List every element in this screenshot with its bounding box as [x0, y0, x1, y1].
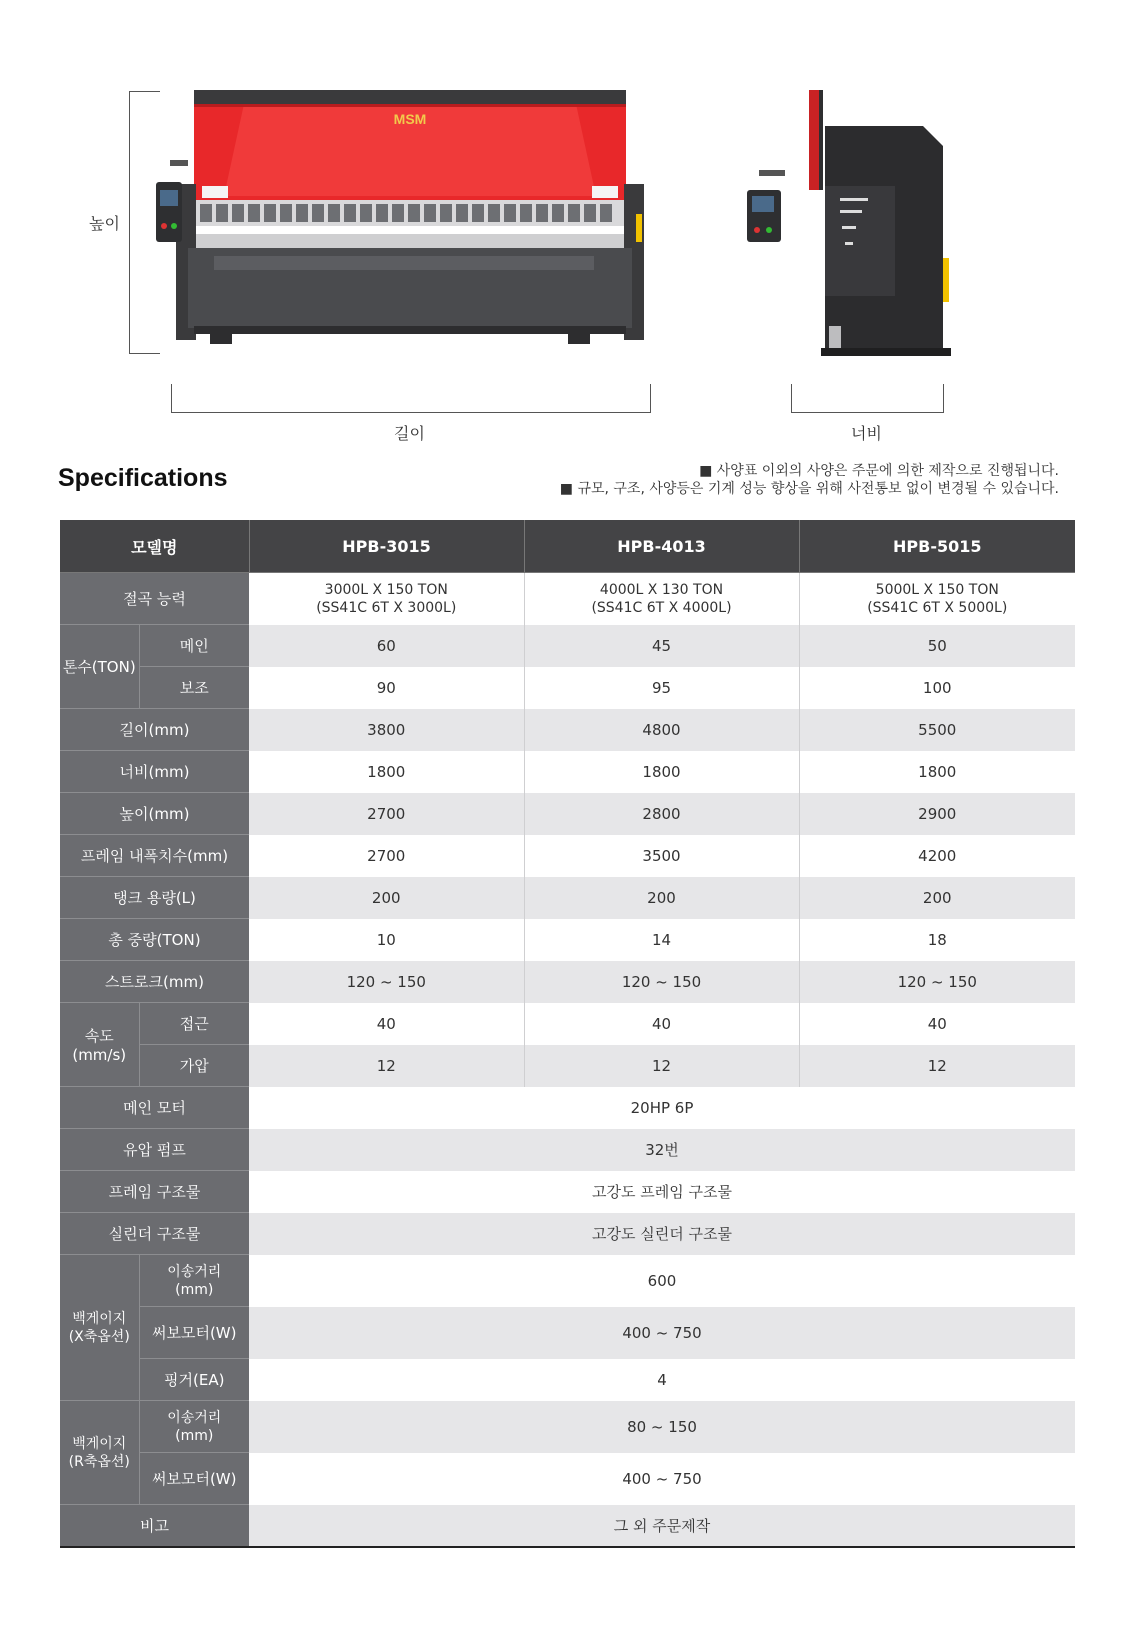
- table-row: [60, 1505, 1075, 1547]
- specifications-table: [60, 520, 1075, 1548]
- table-cell: 2700: [249, 835, 524, 877]
- table-cell: 고강도 프레임 구조물: [249, 1171, 1075, 1213]
- width-label: 너비: [851, 424, 882, 443]
- table-cell: 32번: [249, 1129, 1075, 1171]
- table-cell: 120 ~ 150: [249, 961, 524, 1003]
- table-row: [60, 573, 1075, 625]
- table-cell: 4200: [799, 835, 1075, 877]
- table-cell: 18: [799, 919, 1075, 961]
- row-label: 유압 펌프: [60, 1129, 249, 1171]
- width-bracket: [791, 384, 944, 413]
- table-cell: 60: [249, 625, 524, 667]
- table-cell: 2800: [524, 793, 799, 835]
- table-row: [60, 1401, 1075, 1453]
- specifications-title: Specifications: [58, 464, 228, 492]
- table-row: [60, 1045, 1075, 1087]
- table-row: [60, 877, 1075, 919]
- table-cell: 4: [249, 1359, 1075, 1401]
- row-label: 백게이지 (X축옵션): [60, 1255, 139, 1401]
- table-cell: 14: [524, 919, 799, 961]
- row-label: 절곡 능력: [60, 573, 249, 625]
- sub-label: 가압: [139, 1045, 249, 1087]
- table-cell: 80 ~ 150: [249, 1401, 1075, 1453]
- table-row: [60, 1129, 1075, 1171]
- table-cell: 200: [799, 877, 1075, 919]
- table-cell: 120 ~ 150: [524, 961, 799, 1003]
- table-cell: 5000L X 150 TON (SS41C 6T X 5000L): [799, 573, 1075, 625]
- table-cell: 400 ~ 750: [249, 1307, 1075, 1359]
- table-cell: 200: [249, 877, 524, 919]
- table-cell: 40: [249, 1003, 524, 1045]
- sub-label: 보조: [139, 667, 249, 709]
- table-cell: 10: [249, 919, 524, 961]
- table-cell: 20HP 6P: [249, 1087, 1075, 1129]
- row-label: 총 중량(TON): [60, 919, 249, 961]
- table-cell: 90: [249, 667, 524, 709]
- table-cell: 200: [524, 877, 799, 919]
- sub-label: 메인: [139, 625, 249, 667]
- table-cell: 100: [799, 667, 1075, 709]
- sub-label: 이송거리 (mm): [139, 1401, 249, 1453]
- table-cell: 고강도 실린더 구조물: [249, 1213, 1075, 1255]
- table-row: [60, 1213, 1075, 1255]
- table-cell: 50: [799, 625, 1075, 667]
- table-row: [60, 1307, 1075, 1359]
- table-row: [60, 1171, 1075, 1213]
- table-row: [60, 919, 1075, 961]
- table-row: [60, 667, 1075, 709]
- table-row: [60, 1359, 1075, 1401]
- table-row: [60, 1087, 1075, 1129]
- table-cell: 3800: [249, 709, 524, 751]
- table-row: [60, 793, 1075, 835]
- table-cell: 400 ~ 750: [249, 1453, 1075, 1505]
- press-brake-front-view: [150, 86, 650, 358]
- table-row: [60, 1453, 1075, 1505]
- row-label: 높이(mm): [60, 793, 249, 835]
- table-cell: 12: [799, 1045, 1075, 1087]
- table-cell: 4800: [524, 709, 799, 751]
- table-row: [60, 751, 1075, 793]
- model-header: HPB-3015: [249, 520, 524, 573]
- table-header-row: [60, 520, 1075, 573]
- row-label: 탱크 용량(L): [60, 877, 249, 919]
- table-cell: 12: [524, 1045, 799, 1087]
- sub-label: 써보모터(W): [139, 1307, 249, 1359]
- height-label: 높이: [89, 214, 120, 233]
- row-label: 톤수(TON): [60, 625, 139, 709]
- model-header: HPB-5015: [799, 520, 1075, 573]
- press-brake-side-view: [745, 86, 955, 358]
- row-label: 스트로크(mm): [60, 961, 249, 1003]
- length-bracket: [171, 384, 651, 413]
- row-label: 길이(mm): [60, 709, 249, 751]
- table-row: [60, 625, 1075, 667]
- sub-label: 이송거리 (mm): [139, 1255, 249, 1307]
- spec-note-custom-order: ■ 사양표 이외의 사양은 주문에 의한 제작으로 진행됩니다.: [699, 463, 1059, 479]
- row-label: 백게이지 (R축옵션): [60, 1401, 139, 1505]
- table-cell: 1800: [249, 751, 524, 793]
- row-label: 비고: [60, 1505, 249, 1547]
- brand-logo: MSM: [393, 111, 427, 127]
- table-cell: 그 외 주문제작: [249, 1505, 1075, 1547]
- row-label: 속도 (mm/s): [60, 1003, 139, 1087]
- sub-label: 접근: [139, 1003, 249, 1045]
- table-cell: 5500: [799, 709, 1075, 751]
- model-name-header: 모델명: [60, 520, 249, 573]
- table-cell: 40: [524, 1003, 799, 1045]
- row-label: 프레임 구조물: [60, 1171, 249, 1213]
- table-cell: 4000L X 130 TON (SS41C 6T X 4000L): [524, 573, 799, 625]
- table-cell: 3500: [524, 835, 799, 877]
- table-row: [60, 1255, 1075, 1307]
- table-cell: 40: [799, 1003, 1075, 1045]
- table-cell: 2900: [799, 793, 1075, 835]
- table-cell: 45: [524, 625, 799, 667]
- table-cell: 1800: [524, 751, 799, 793]
- table-cell: 3000L X 150 TON (SS41C 6T X 3000L): [249, 573, 524, 625]
- table-row: [60, 709, 1075, 751]
- table-cell: 1800: [799, 751, 1075, 793]
- row-label: 실린더 구조물: [60, 1213, 249, 1255]
- sub-label: 써보모터(W): [139, 1453, 249, 1505]
- row-label: 너비(mm): [60, 751, 249, 793]
- table-cell: 600: [249, 1255, 1075, 1307]
- table-cell: 2700: [249, 793, 524, 835]
- table-cell: 12: [249, 1045, 524, 1087]
- table-cell: 120 ~ 150: [799, 961, 1075, 1003]
- spec-note-change-notice: ■ 규모, 구조, 사양등은 기계 성능 향상을 위해 사전통보 없이 변경될 수 있습니다.: [559, 481, 1059, 497]
- length-label: 길이: [394, 424, 425, 443]
- model-header: HPB-4013: [524, 520, 799, 573]
- row-label: 프레임 내폭치수(mm): [60, 835, 249, 877]
- table-row: [60, 1003, 1075, 1045]
- sub-label: 핑거(EA): [139, 1359, 249, 1401]
- table-row: [60, 835, 1075, 877]
- table-row: [60, 961, 1075, 1003]
- row-label: 메인 모터: [60, 1087, 249, 1129]
- table-cell: 95: [524, 667, 799, 709]
